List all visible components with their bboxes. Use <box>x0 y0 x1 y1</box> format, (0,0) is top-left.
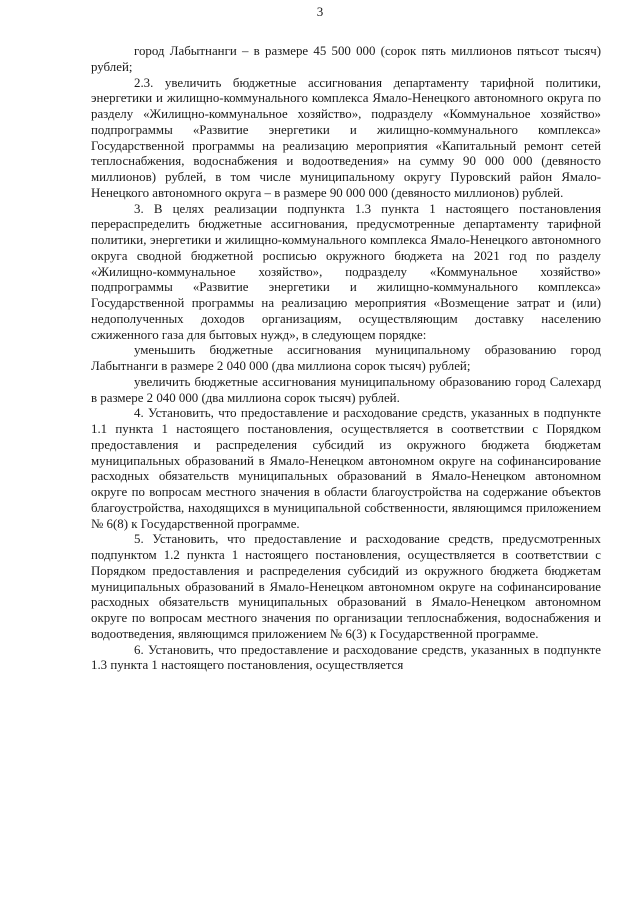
paragraph-2-3: 2.3. увеличить бюджетные ассигнования департаменту тарифной политики, энергетики и жилищно-коммунального комплекса Ямало-Ненецкого автономного округа по разделу «Жилищно-коммунальное хозяйство», подразделу «Коммунальное хозяйство» подпрограммы «Развитие энергетики и жилищно-коммунального комплекса» Государственной программы на реализацию мероприятия «Капитальный ремонт сетей теплоснабжения, водоснабжения и водоотведения» на сумму 90 000 000 (девяносто миллионов) рублей, в том числе муниципальному округу Пуровский район Ямало-Ненецкого автономного округа – в размере 90 000 000 (девяносто миллионов) рублей. <box>91 75 601 200</box>
paragraph-increase: увеличить бюджетные ассигнования муниципальному образованию город Салехард в размере 2 040 000 (два миллиона сорок тысяч) рублей. <box>91 374 601 405</box>
document-body <box>91 44 601 674</box>
paragraph-6: 6. Установить, что предоставление и расходование средств, указанных в подпункте 1.3 пункта 1 настоящего постановления, осуществляется <box>91 642 601 673</box>
paragraph-3: 3. В целях реализации подпункта 1.3 пункта 1 настоящего постановления перераспределить бюджетные ассигнования, предусмотренные департаменту тарифной политики, энергетики и жилищно-коммунального комплекса Ямало-Ненецкого автономного округа сводной бюджетной росписью окружного бюджета на 2021 год по разделу «Жилищно-коммунальное хозяйство», подразделу «Коммунальное хозяйство» подпрограммы «Развитие энергетики и жилищно-коммунального комплекса» Государственной программы на реализацию мероприятия «Возмещение затрат и (или) недополученных доходов организациям, осуществляющим доставку населению сжиженного газа для бытовых нужд», в следующем порядке: <box>91 201 601 342</box>
paragraph-continuation: город Лабытнанги – в размере 45 500 000 (сорок пять миллионов пятьсот тысяч) рублей; <box>91 44 601 74</box>
page-number: 3 <box>316 4 324 19</box>
paragraph-decrease: уменьшить бюджетные ассигнования муниципальному образованию город Лабытнанги в размере 2 040 000 (два миллиона сорок тысяч) рублей; <box>91 343 601 373</box>
paragraph-4: 4. Установить, что предоставление и расходование средств, указанных в подпункте 1.1 пункта 1 настоящего постановления, осуществляется в соответствии с Порядком предоставления и распределения субсидий из окружного бюджета бюджетам муниципальных образований в Ямало-Ненецком автономном округе на софинансирование расходных обязательств муниципальных образований в Ямало-Ненецком автономном округе по вопросам местного значения в области благоустройства на содержание объектов благоустройства, находящихся в муниципальной собственности, являющимся приложением № 6(8) к Государственной программе. <box>91 406 601 531</box>
paragraph-5: 5. Установить, что предоставление и расходование средств, предусмотренных подпунктом 1.2 пункта 1 настоящего постановления, осуществляется в соответствии с Порядком предоставления и распределения субсидий из окружного бюджета бюджетам муниципальных образований в Ямало-Ненецком автономном округе на софинансирование расходных обязательств муниципальных образований в Ямало-Ненецком автономном округе по вопросам местного значения по организации теплоснабжения, водоснабжения и водоотведения, являющимся приложением № 6(3) к Государственной программе. <box>91 532 601 641</box>
